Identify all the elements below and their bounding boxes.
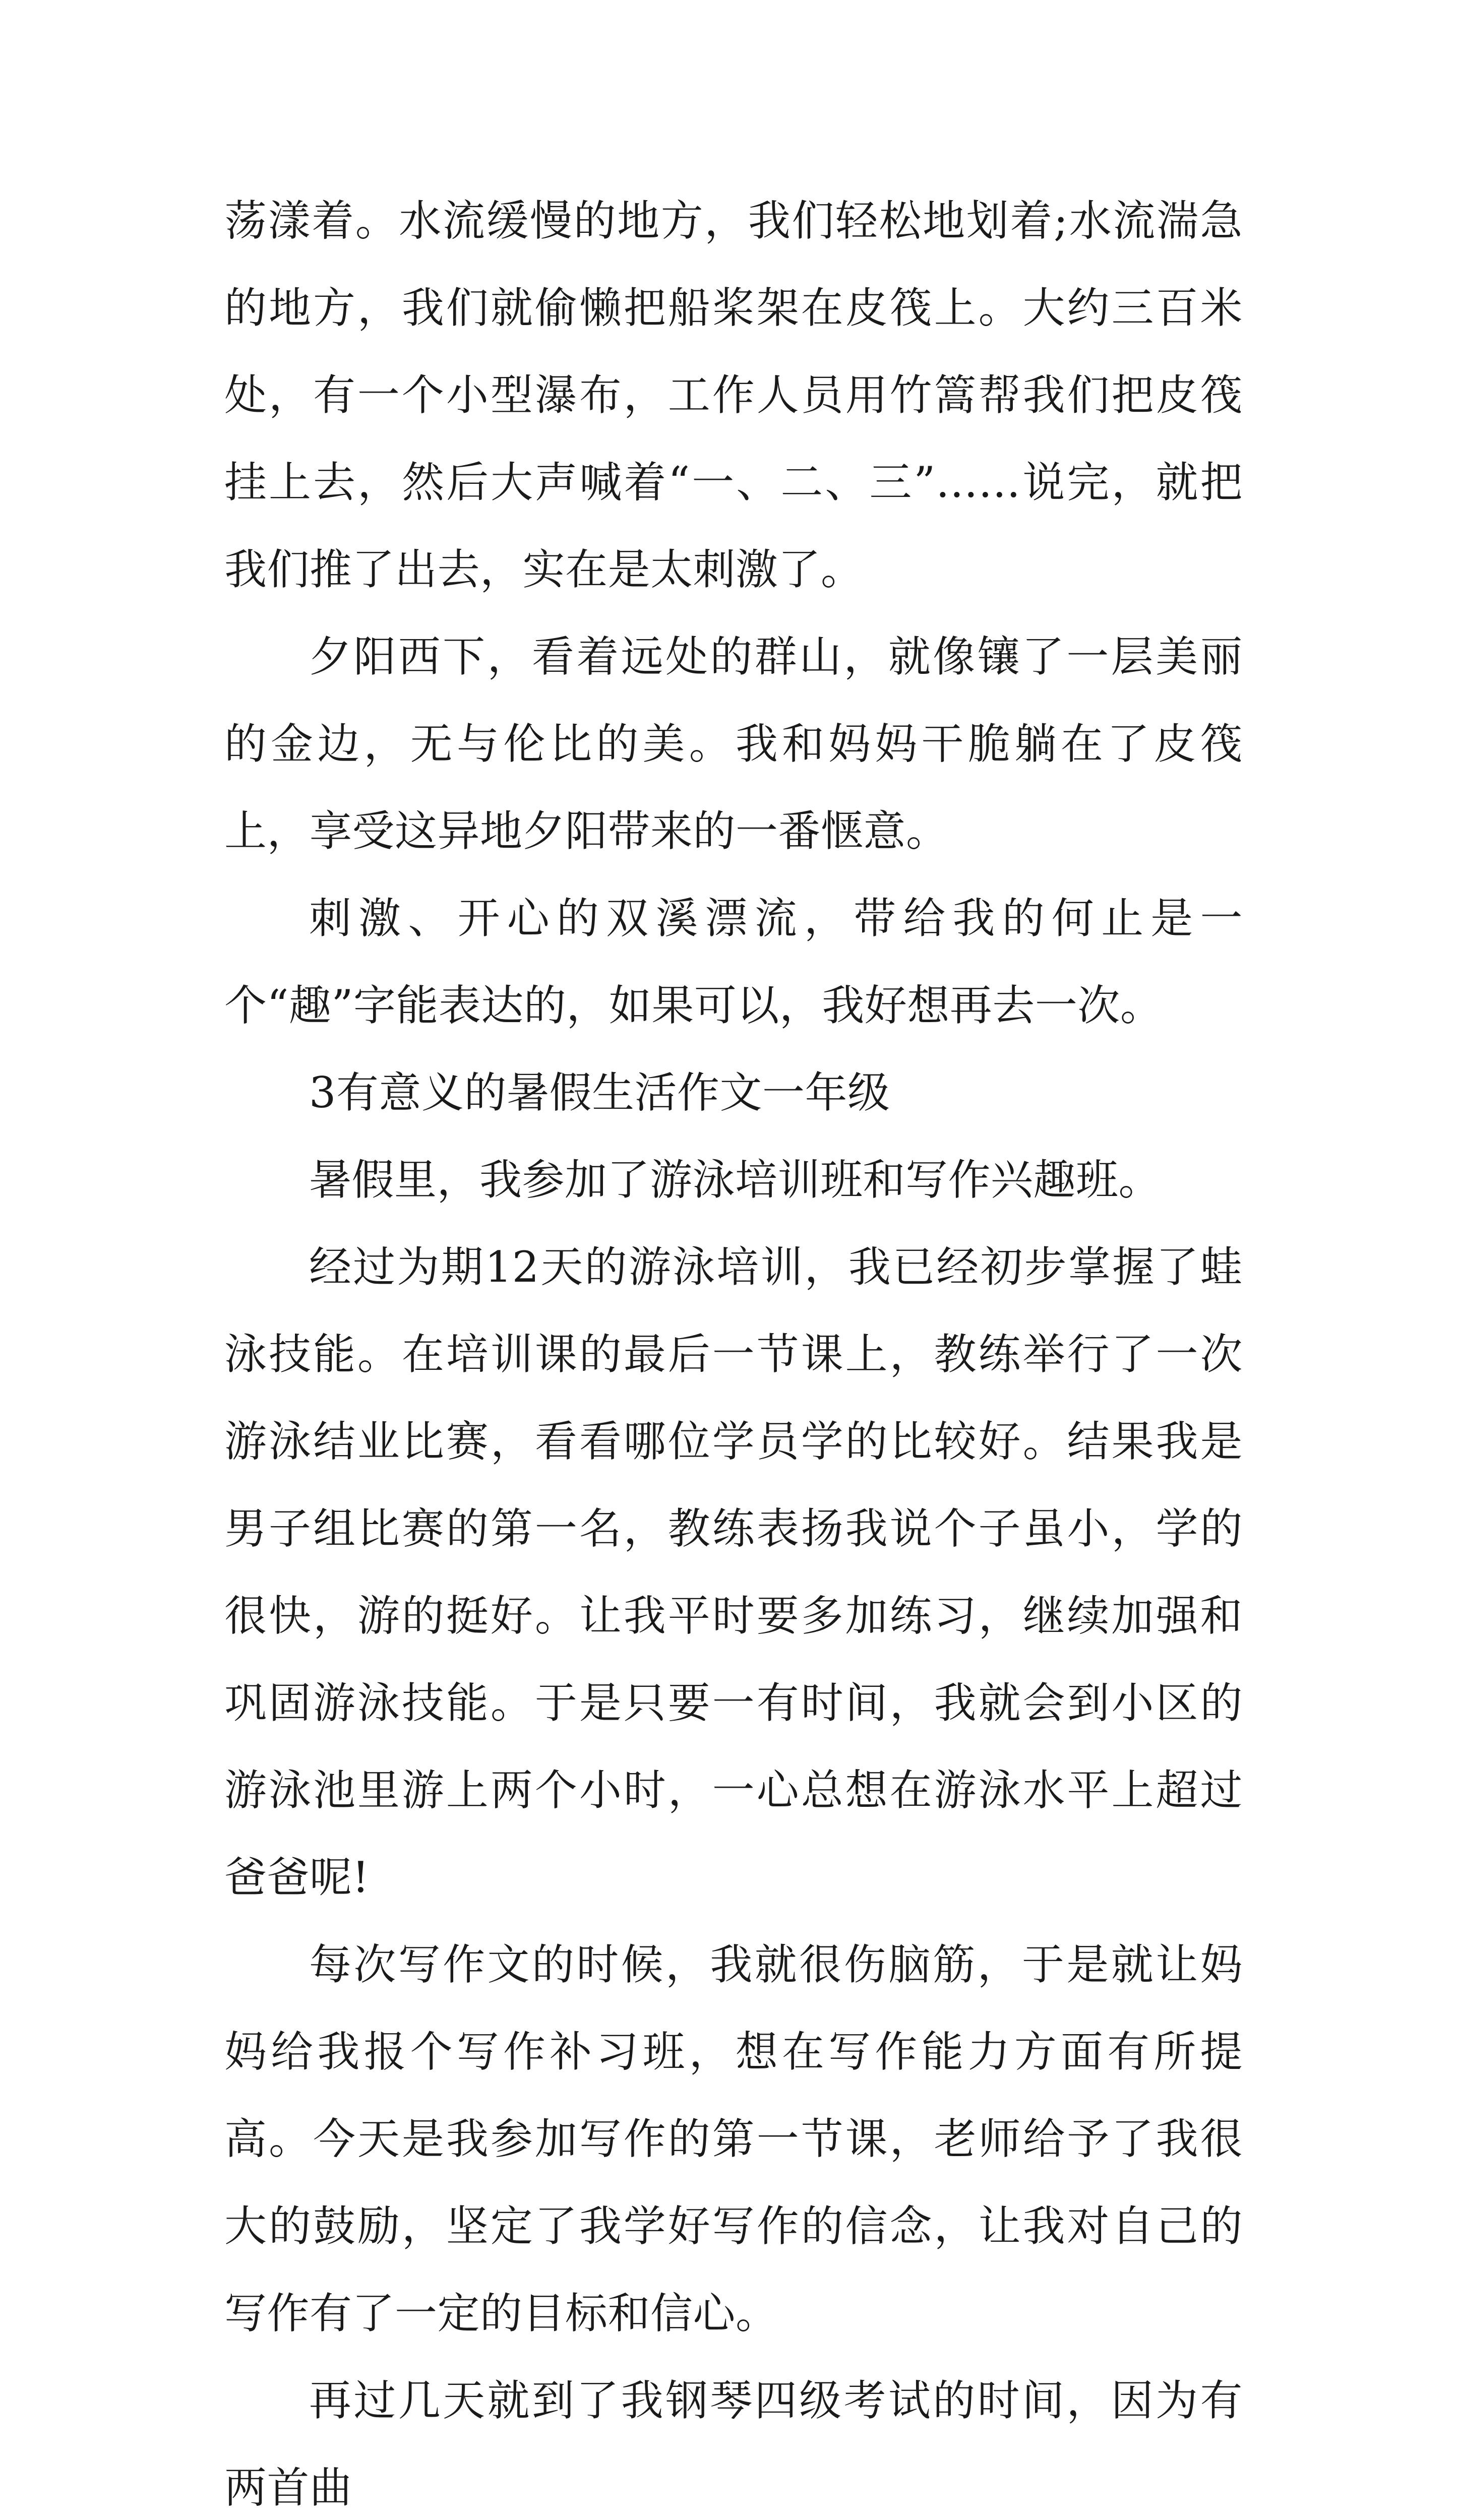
paragraph: 刺激、开心的双溪漂流，带给我的何止是一个“趣”字能表达的，如果可以，我好想再去一次。 xyxy=(224,894,1243,1030)
document-body xyxy=(224,177,1243,2520)
section-heading: 3有意义的暑假生活作文一年级 xyxy=(309,1068,890,1117)
paragraph: 夕阳西下，看着远处的群山，就像镶了一层美丽的金边，无与伦比的美。我和妈妈干脆躺在了皮筏上，享受这异地夕阳带来的一番惬意。 xyxy=(224,632,1243,856)
paragraph: 每次写作文的时候，我就很伤脑筋，于是就让妈妈给我报个写作补习班，想在写作能力方面有所提高。今天是我参加写作的第一节课，老师给予了我很大的鼓励，坚定了我学好写作的信念，让我对自己的写作有了一定的目标和信心。 xyxy=(224,1940,1243,2338)
paragraph: 荡漾着。水流缓慢的地方，我们轻松地划着;水流湍急的地方，我们就偷懒把船桨架在皮筏上。大约三百米处，有一个小型瀑布，工作人员用竹篙帮我们把皮筏挂上去，然后大声喊着“一、二、三”……说完，就把我们推了出去，实在是太刺激了。 xyxy=(224,196,1243,594)
paragraph: 暑假里，我参加了游泳培训班和写作兴趣班。 xyxy=(309,1155,1162,1205)
paragraph: 经过为期12天的游泳培训，我已经初步掌握了蛙泳技能。在培训课的最后一节课上，教练举行了一次游泳结业比赛，看看哪位学员学的比较好。结果我是男子组比赛的第一名，教练表扬我说个子虽小，学的很快，游的挺好。让我平时要多加练习，继续加强和巩固游泳技能。于是只要一有时间，我就会到小区的游泳池里游上两个小时，一心总想在游泳水平上超过爸爸呢! xyxy=(224,1242,1243,1902)
paragraph: 再过几天就到了我钢琴四级考试的时间，因为有两首曲 xyxy=(224,2376,1243,2512)
